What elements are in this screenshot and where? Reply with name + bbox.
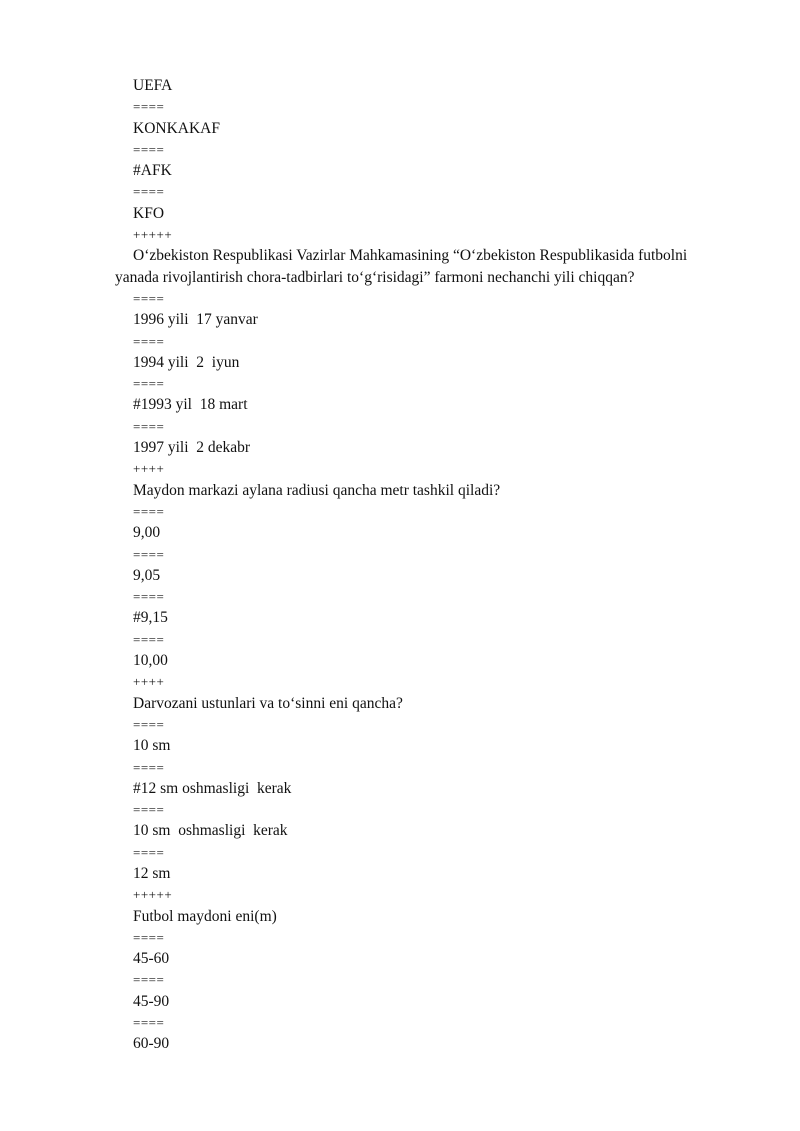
text-line: KFO: [133, 204, 165, 222]
text-line: 45-60: [133, 950, 170, 968]
question-text: O‘zbekiston Respublikasi Vazirlar Mahkamasining “O‘zbekiston Respublikasida futbolni yanada rivojlantirish chora-tadbirlari to‘g‘risidagi” farmoni nechanchi yili chiqqan?: [115, 247, 688, 286]
correct-answer-option: #9,15: [133, 609, 168, 627]
option-separator: ====: [133, 759, 165, 775]
text-line: 60-90: [133, 1035, 170, 1053]
text-line: 10 sm: [133, 737, 171, 755]
question-separator: +++++: [133, 887, 173, 903]
option-separator: ====: [133, 929, 165, 945]
option-separator: ====: [133, 631, 165, 647]
option-separator: ====: [133, 972, 165, 988]
correct-answer-option: #AFK: [133, 162, 172, 180]
text-line: Maydon markazi aylana radiusi qancha metr tashkil qiladi?: [133, 481, 501, 499]
option-separator: ====: [133, 141, 165, 157]
question-separator: ++++: [133, 674, 165, 690]
option-separator: ====: [133, 844, 165, 860]
option-separator: ====: [133, 290, 165, 306]
text-line: 12 sm: [133, 864, 171, 882]
option-separator: ====: [133, 1015, 165, 1031]
text-line: 1996 yili 17 yanvar: [133, 311, 258, 329]
option-separator: ====: [133, 589, 165, 605]
quiz-text-body: [115, 75, 725, 1055]
option-separator: ====: [133, 418, 165, 434]
text-line: 1997 yili 2 dekabr: [133, 439, 251, 457]
option-separator: ====: [133, 546, 165, 562]
option-separator: ====: [133, 802, 165, 818]
option-separator: ====: [133, 333, 165, 349]
text-line: UEFA: [133, 77, 173, 94]
option-separator: ====: [133, 503, 165, 519]
correct-answer-option: #1993 yil 18 mart: [133, 396, 248, 414]
text-line: 10,00: [133, 652, 168, 670]
option-separator: ====: [133, 99, 165, 115]
option-separator: ====: [133, 716, 165, 732]
text-line: 45-90: [133, 992, 170, 1010]
text-line: KONKAKAF: [133, 119, 220, 137]
text-line: Futbol maydoni eni(m): [133, 907, 277, 925]
option-separator: ====: [133, 184, 165, 200]
text-line: 1994 yili 2 iyun: [133, 353, 240, 371]
correct-answer-option: #12 sm oshmasligi kerak: [133, 779, 292, 797]
question-separator: ++++: [133, 461, 165, 477]
question-separator: +++++: [133, 227, 173, 243]
text-line: 9,05: [133, 566, 161, 584]
text-line: Darvozani ustunlari va to‘sinni eni qancha?: [133, 694, 403, 712]
text-line: 10 sm oshmasligi kerak: [133, 822, 288, 840]
text-line: 9,00: [133, 524, 161, 542]
option-separator: ====: [133, 376, 165, 392]
